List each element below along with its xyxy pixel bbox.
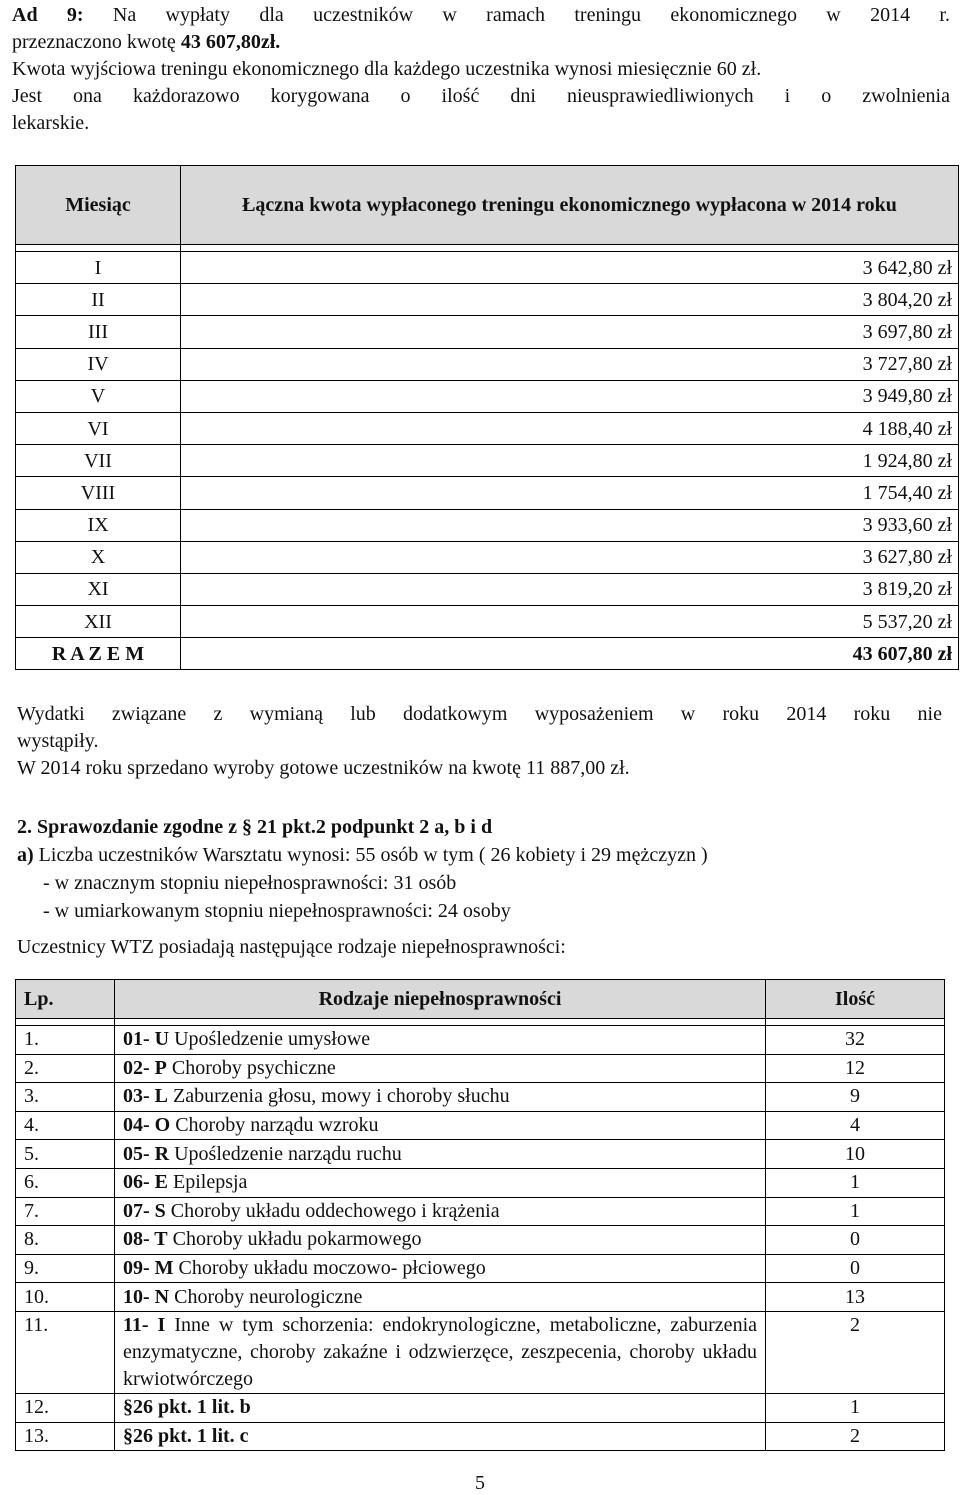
intro-line-3: Kwota wyjściowa treningu ekonomicznego dla każdego uczestnika wynosi miesięcznie 60 zł. (12, 58, 762, 80)
amount-cell: 3 727,80 zł (181, 348, 959, 380)
header-amount: Łączna kwota wypłaconego treningu ekonomicznego wypłacona w 2014 roku (181, 166, 959, 245)
table-spacer (16, 1019, 945, 1026)
intro-paragraph (12, 2, 950, 137)
table-row (16, 284, 959, 316)
table-row (16, 1226, 945, 1255)
intro-line-4: Jest ona każdorazowo korygowana o ilość dni nieusprawiedliwionych i o zwolnienia (12, 85, 950, 107)
table-row (16, 316, 959, 348)
table-row (16, 1083, 945, 1112)
disabilities-table (15, 979, 945, 1451)
count-cell: 1 (766, 1168, 945, 1197)
month-cell: I (16, 252, 181, 284)
table-row (16, 509, 959, 541)
table-row (16, 1197, 945, 1226)
header-lp: Lp. (16, 980, 115, 1019)
amount-cell: 3 804,20 zł (181, 284, 959, 316)
table-row (16, 252, 959, 284)
type-cell: §26 pkt. 1 lit. c (115, 1422, 766, 1451)
lp-cell: 4. (16, 1111, 115, 1140)
total-label: R A Z E M (16, 638, 181, 670)
type-cell: 06- E Epilepsja (115, 1168, 766, 1197)
total-amount: 43 607,80 zł (181, 638, 959, 670)
type-cell: 01- U Upośledzenie umysłowe (115, 1026, 766, 1055)
expenses-line-1: Wydatki związane z wymianą lub dodatkowym wyposażeniem w roku 2014 roku nie (17, 703, 942, 725)
month-cell: VI (16, 412, 181, 444)
header-month: Miesiąc (16, 166, 181, 245)
type-cell: 11- I Inne w tym schorzenia: endokrynologiczne, metaboliczne, zaburzenia enzymatyczne, choroby zakaźne i odzwierzęce, zeszpecenia, choroby układu krwiotwórczego (115, 1311, 766, 1393)
amount-cell: 4 188,40 zł (181, 412, 959, 444)
count-cell: 2 (766, 1422, 945, 1451)
lp-cell: 2. (16, 1054, 115, 1083)
table-row (16, 1054, 945, 1083)
expenses-line-2: wystąpiły. (17, 730, 99, 752)
month-cell: VII (16, 445, 181, 477)
amount-cell: 3 627,80 zł (181, 541, 959, 573)
lp-cell: 8. (16, 1226, 115, 1255)
type-cell: 03- L Zaburzenia głosu, mowy i choroby słuchu (115, 1083, 766, 1112)
amount-cell: 3 949,80 zł (181, 380, 959, 412)
amount-cell: 1 924,80 zł (181, 445, 959, 477)
month-cell: XI (16, 573, 181, 605)
lp-cell: 5. (16, 1140, 115, 1169)
table-row (16, 1140, 945, 1169)
severe-disability-line: - w znacznym stopniu niepełnosprawności: 31 osób (43, 872, 457, 894)
count-cell: 0 (766, 1226, 945, 1255)
table-row (16, 380, 959, 412)
lp-cell: 6. (16, 1168, 115, 1197)
count-cell: 10 (766, 1140, 945, 1169)
type-cell: 05- R Upośledzenie narządu ruchu (115, 1140, 766, 1169)
participants-count-line: a) Liczba uczestników Warsztatu wynosi: 55 osób w tym ( 26 kobiety i 29 mężczyzn ) (17, 844, 708, 866)
intro-line-1: Ad 9: Na wypłaty dla uczestników w ramach treningu ekonomicznego w 2014 r. (12, 4, 950, 26)
type-cell: 04- O Choroby narządu wzroku (115, 1111, 766, 1140)
month-cell: IV (16, 348, 181, 380)
header-type: Rodzaje niepełnosprawności (115, 980, 766, 1019)
amount-cell: 3 933,60 zł (181, 509, 959, 541)
count-cell: 1 (766, 1393, 945, 1422)
table-row (16, 1111, 945, 1140)
disabilities-table-intro: Uczestnicy WTZ posiadają następujące rodzaje niepełnosprawności: (17, 936, 566, 958)
lp-cell: 3. (16, 1083, 115, 1112)
lp-cell: 10. (16, 1283, 115, 1312)
table-spacer (16, 245, 959, 252)
table-row (16, 348, 959, 380)
table-row (16, 477, 959, 509)
count-cell: 4 (766, 1111, 945, 1140)
moderate-disability-line: - w umiarkowanym stopniu niepełnosprawności: 24 osoby (43, 900, 511, 922)
intro-line-2: przeznaczono kwotę 43 607,80zł. (12, 31, 281, 53)
lp-cell: 13. (16, 1422, 115, 1451)
month-cell: XII (16, 606, 181, 638)
table-row (16, 1422, 945, 1451)
header-count: Ilość (766, 980, 945, 1019)
lp-cell: 12. (16, 1393, 115, 1422)
count-cell: 0 (766, 1254, 945, 1283)
month-cell: X (16, 541, 181, 573)
intro-line-5: lekarskie. (12, 112, 90, 134)
table-row (16, 573, 959, 605)
amount-cell: 3 642,80 zł (181, 252, 959, 284)
table-row (16, 1254, 945, 1283)
type-cell: 10- N Choroby neurologiczne (115, 1283, 766, 1312)
month-cell: V (16, 380, 181, 412)
count-cell: 9 (766, 1083, 945, 1112)
count-cell: 13 (766, 1283, 945, 1312)
table-row (16, 412, 959, 444)
payments-table (15, 165, 959, 670)
count-cell: 2 (766, 1311, 945, 1393)
type-cell: §26 pkt. 1 lit. b (115, 1393, 766, 1422)
count-cell: 32 (766, 1026, 945, 1055)
sales-line: W 2014 roku sprzedano wyroby gotowe uczestników na kwotę 11 887,00 zł. (17, 757, 630, 779)
amount-cell: 3 697,80 zł (181, 316, 959, 348)
type-cell: 02- P Choroby psychiczne (115, 1054, 766, 1083)
table-row (16, 1168, 945, 1197)
table-row (16, 1283, 945, 1312)
disabilities-header-row (16, 980, 945, 1019)
amount-cell: 3 819,20 zł (181, 573, 959, 605)
section-2-heading: 2. Sprawozdanie zgodne z § 21 pkt.2 podpunkt 2 a, b i d (17, 816, 493, 838)
lp-cell: 1. (16, 1026, 115, 1055)
month-cell: IX (16, 509, 181, 541)
expenses-paragraph (17, 701, 942, 782)
lp-cell: 7. (16, 1197, 115, 1226)
table-row (16, 1311, 945, 1393)
lp-cell: 9. (16, 1254, 115, 1283)
table-row (16, 1026, 945, 1055)
table-row (16, 541, 959, 573)
count-cell: 12 (766, 1054, 945, 1083)
type-cell: 07- S Choroby układu oddechowego i krążenia (115, 1197, 766, 1226)
section-2 (17, 813, 942, 961)
count-cell: 1 (766, 1197, 945, 1226)
payments-header-row (16, 166, 959, 245)
table-row (16, 445, 959, 477)
page-number: 5 (475, 1472, 485, 1494)
type-cell: 08- T Choroby układu pokarmowego (115, 1226, 766, 1255)
amount-cell: 5 537,20 zł (181, 606, 959, 638)
table-row (16, 606, 959, 638)
month-cell: III (16, 316, 181, 348)
type-cell: 09- M Choroby układu moczowo- płciowego (115, 1254, 766, 1283)
table-row (16, 1393, 945, 1422)
total-row (16, 638, 959, 670)
lp-cell: 11. (16, 1311, 115, 1393)
month-cell: II (16, 284, 181, 316)
amount-cell: 1 754,40 zł (181, 477, 959, 509)
month-cell: VIII (16, 477, 181, 509)
